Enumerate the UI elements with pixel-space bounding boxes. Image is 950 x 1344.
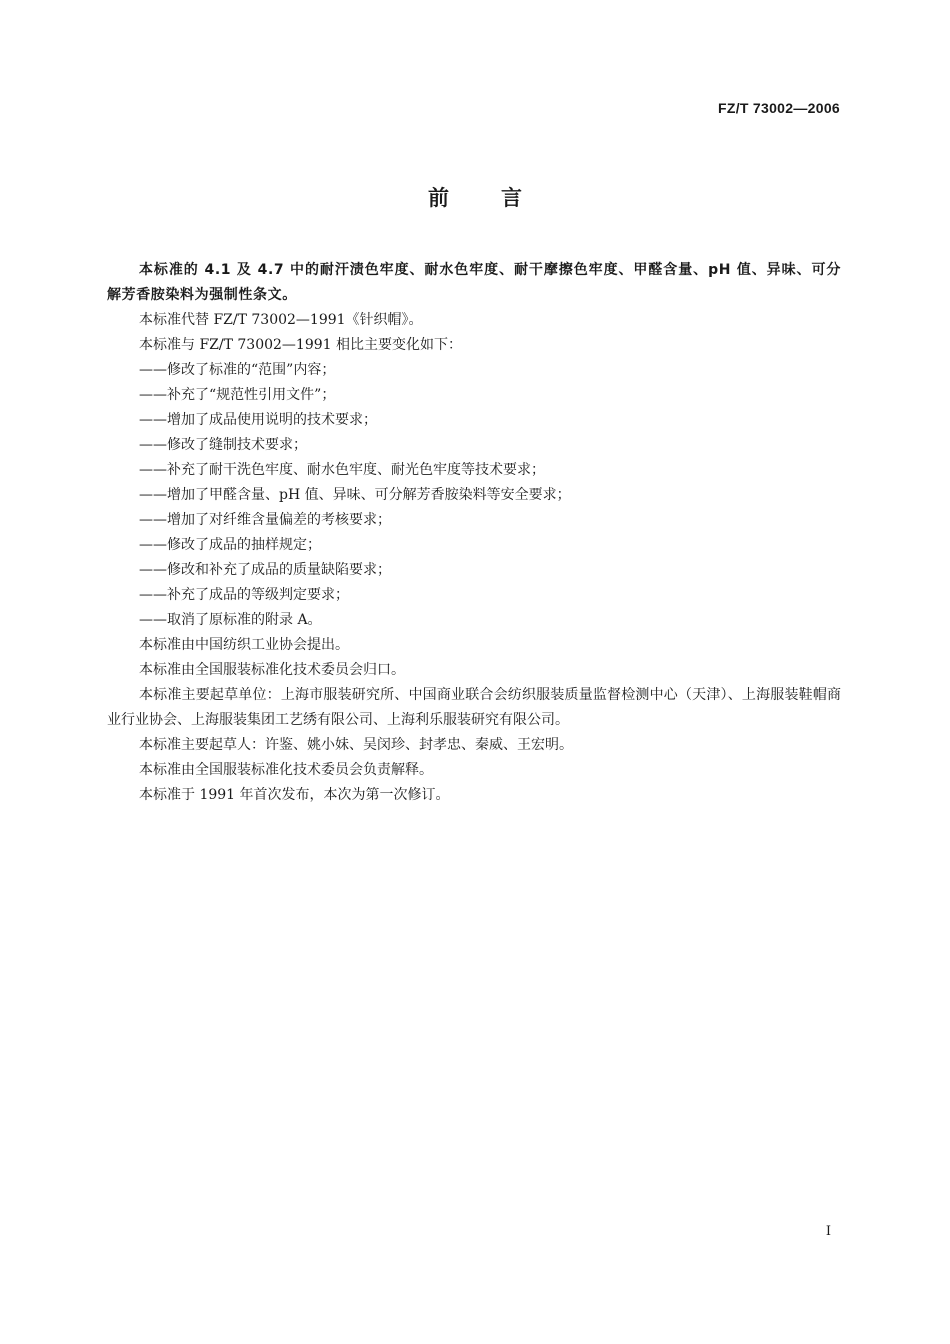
change-item: ——补充了耐干洗色牢度、耐水色牢度、耐光色牢度等技术要求； xyxy=(139,462,545,478)
page-number: I xyxy=(825,1224,831,1239)
drafting-units-paragraph: 本标准主要起草单位：上海市服装研究所、中国商业联合会纺织服装质量监督检测中心（天津）、上海服装鞋帽商业行业协会、上海服装集团工艺绣有限公司、上海利乐服装研究有限公司。 xyxy=(107,687,841,728)
change-item: ——修改了缝制技术要求； xyxy=(139,437,307,453)
centralized-by-paragraph: 本标准由全国服装标准化技术委员会归口。 xyxy=(139,662,405,678)
standard-code: FZ/T 73002—2006 xyxy=(717,100,840,116)
page-title: 前言 xyxy=(428,186,574,210)
change-item: ——补充了成品的等级判定要求； xyxy=(139,587,349,603)
change-item: ——修改和补充了成品的质量缺陷要求； xyxy=(139,562,391,578)
change-item: ——补充了“规范性引用文件”； xyxy=(139,387,336,403)
interpretation-paragraph: 本标准由全国服装标准化技术委员会负责解释。 xyxy=(139,762,433,778)
proposer-paragraph: 本标准由中国纺织工业协会提出。 xyxy=(139,637,349,653)
change-item: ——修改了标准的“范围”内容； xyxy=(139,362,336,378)
replacement-paragraph: 本标准代替 FZ/T 73002—1991《针织帽》。 xyxy=(139,312,423,328)
change-item: ——增加了甲醛含量、pH 值、异味、可分解芳香胺染料等安全要求； xyxy=(139,487,571,503)
changes-intro-paragraph: 本标准与 FZ/T 73002—1991 相比主要变化如下： xyxy=(139,337,463,353)
change-item: ——取消了原标准的附录 A。 xyxy=(139,612,322,628)
publication-history-paragraph: 本标准于 1991 年首次发布，本次为第一次修订。 xyxy=(139,787,450,803)
drafters-paragraph: 本标准主要起草人：许鉴、姚小妹、吴闵珍、封孝忠、秦威、王宏明。 xyxy=(139,737,573,753)
mandatory-clause-paragraph: 本标准的 4.1 及 4.7 中的耐汗渍色牢度、耐水色牢度、耐干摩擦色牢度、甲醛含量、pH 值、异味、可分解芳香胺染料为强制性条文。 xyxy=(107,262,841,303)
change-item: ——修改了成品的抽样规定； xyxy=(139,537,321,553)
change-item: ——增加了对纤维含量偏差的考核要求； xyxy=(139,512,391,528)
change-item: ——增加了成品使用说明的技术要求； xyxy=(139,412,377,428)
foreword-body xyxy=(107,258,841,808)
